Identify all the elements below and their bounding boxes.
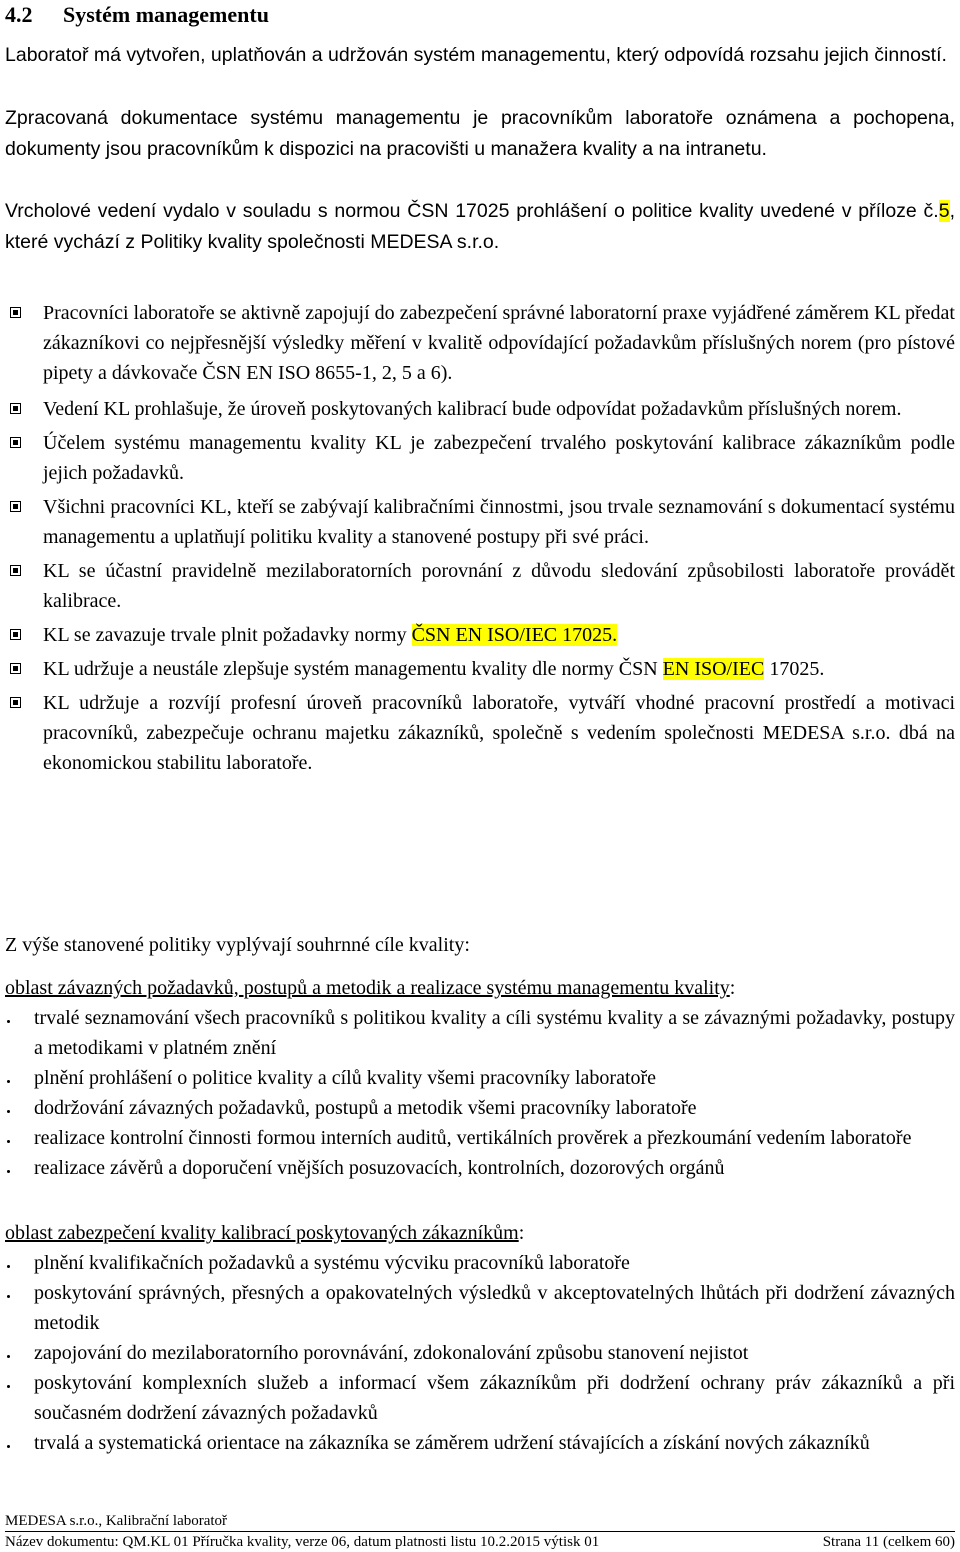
intro-paragraph-3 bbox=[5, 196, 955, 258]
section-title: Systém managementu bbox=[63, 2, 269, 27]
goals-intro: Z výše stanovené politiky vyplývají souhrnné cíle kvality: bbox=[5, 934, 470, 956]
policy-item: Všichni pracovníci KL, kteří se zabývají kalibračními činnostmi, jsou trvale seznamování s dokumentací systému managementu a uplatňují politiku kvality a stanovené postupy při své práci. bbox=[5, 492, 955, 552]
policy-item: Pracovníci laboratoře se aktivně zapojují do zabezpečení správné laboratorní praxe vyjádřené záměrem KL předat zákazníkovi co nejpřesnější výsledky měření v kvalitě odpovídající požadavkům příslušných norem (pro pístové pipety a dávkovače ČSN EN ISO 8655-1, 2, 5 a 6). bbox=[5, 298, 955, 388]
square-bullet-icon bbox=[10, 565, 21, 576]
annex-number-highlight: 5 bbox=[938, 200, 950, 222]
list-item: plnění prohlášení o politice kvality a cílů kvality všemi pracovníky laboratoře bbox=[5, 1063, 955, 1093]
policy-item: KL udržuje a neustále zlepšuje systém managementu kvality dle normy ČSN EN ISO/IEC 17025. bbox=[5, 654, 955, 684]
goals-group-2-heading: oblast zabezpečení kvality kalibrací poskytovaných zákazníkům: bbox=[5, 1222, 525, 1244]
goals-group-2 bbox=[5, 1218, 955, 1458]
goals-group-1-heading: oblast závazných požadavků, postupů a metodik a realizace systému managementu kvality: bbox=[5, 977, 736, 999]
policy-item: KL udržuje a rozvíjí profesní úroveň pracovníků laboratoře, vytváří vhodné pracovní prostředí a motivaci pracovníků, zabezpečuje ochranu majetku zákazníků, společně s vedením společnosti MEDESA s.r.o. dbá na ekonomickou stabilitu laboratoře. bbox=[5, 688, 955, 778]
bullet-dot-icon bbox=[7, 1110, 10, 1113]
list-item: trvalá a systematická orientace na zákazníka se záměrem udržení stávajících a získání nových zákazníků bbox=[5, 1428, 955, 1458]
bullet-dot-icon bbox=[7, 1385, 10, 1388]
list-item: realizace kontrolní činnosti formou interních auditů, vertikálních prověrek a přezkoumání vedením laboratoře bbox=[5, 1123, 955, 1153]
list-item: realizace závěrů a doporučení vnějších posuzovacích, kontrolních, dozorových orgánů bbox=[5, 1153, 955, 1183]
goals-group-1 bbox=[5, 973, 955, 1183]
section-heading bbox=[5, 2, 269, 28]
page-footer-row bbox=[5, 1532, 955, 1552]
policy-item: KL se účastní pravidelně mezilaboratorních porovnání z důvodu sledování způsobilosti laboratoře provádět kalibrace. bbox=[5, 556, 955, 616]
policy-item: Účelem systému managementu kvality KL je zabezpečení trvalého poskytování kalibrace zákazníkům podle jejich požadavků. bbox=[5, 428, 955, 488]
footer-page-number: Strana 11 (celkem 60) bbox=[822, 1534, 955, 1550]
page-footer bbox=[5, 1511, 955, 1531]
square-bullet-icon bbox=[10, 663, 21, 674]
policy-list bbox=[5, 298, 955, 780]
policy-item: Vedení KL prohlašuje, že úroveň poskytovaných kalibrací bude odpovídat požadavkům příslušných norem. bbox=[5, 394, 955, 424]
list-item: poskytování komplexních služeb a informací všem zákazníkům při dodržení ochrany práv zákazníků a při současném dodržení závazných požadavků bbox=[5, 1368, 955, 1428]
square-bullet-icon bbox=[10, 697, 21, 708]
list-item: poskytování správných, přesných a opakovatelných výsledků v akceptovatelných lhůtách při dodržení závazných metodik bbox=[5, 1278, 955, 1338]
goals-group-2-list bbox=[5, 1248, 955, 1458]
square-bullet-icon bbox=[10, 629, 21, 640]
square-bullet-icon bbox=[10, 437, 21, 448]
bullet-dot-icon bbox=[7, 1140, 10, 1143]
square-bullet-icon bbox=[10, 501, 21, 512]
list-item: zapojování do mezilaboratorního porovnávání, zdokonalování způsobu stanovení nejistot bbox=[5, 1338, 955, 1368]
policy-item: KL se zavazuje trvale plnit požadavky normy ČSN EN ISO/IEC 17025. bbox=[5, 620, 955, 650]
bullet-dot-icon bbox=[7, 1170, 10, 1173]
intro-paragraph-1: Laboratoř má vytvořen, uplatňován a udržován systém managementu, který odpovídá rozsahu jejich činností. bbox=[5, 44, 947, 66]
square-bullet-icon bbox=[10, 307, 21, 318]
footer-company: MEDESA s.r.o., Kalibrační laboratoř bbox=[5, 1513, 228, 1529]
list-item: plnění kvalifikačních požadavků a systému výcviku pracovníků laboratoře bbox=[5, 1248, 955, 1278]
bullet-dot-icon bbox=[7, 1080, 10, 1083]
section-number: 4.2 bbox=[5, 2, 33, 27]
list-item: dodržování závazných požadavků, postupů a metodik všemi pracovníky laboratoře bbox=[5, 1093, 955, 1123]
goals-group-1-list bbox=[5, 1003, 955, 1183]
bullet-dot-icon bbox=[7, 1295, 10, 1298]
intro-paragraph-2: Zpracovaná dokumentace systému managementu je pracovníkům laboratoře oznámena a pochopena, dokumenty jsou pracovníkům k dispozici na pracovišti u manažera kvality a na intranetu. bbox=[5, 107, 955, 160]
list-item: trvalé seznamování všech pracovníků s politikou kvality a cíli systému kvality a se závaznými požadavky, postupy a metodikami v platném znění bbox=[5, 1003, 955, 1063]
footer-document-name: Název dokumentu: QM.KL 01 Příručka kvality, verze 06, datum platnosti listu 10.2.2015 výtisk 01 bbox=[5, 1534, 600, 1550]
bullet-dot-icon bbox=[7, 1265, 10, 1268]
intro-paragraph-3-tail: , které vychází z Politiky kvality společnosti MEDESA s.r.o. bbox=[5, 200, 955, 253]
square-bullet-icon bbox=[10, 403, 21, 414]
intro-paragraph-3-text: Vrcholové vedení vydalo v souladu s normou ČSN 17025 prohlášení o politice kvality uvedené v příloze č. bbox=[5, 200, 939, 222]
bullet-dot-icon bbox=[7, 1020, 10, 1023]
bullet-dot-icon bbox=[7, 1445, 10, 1448]
bullet-dot-icon bbox=[7, 1355, 10, 1358]
